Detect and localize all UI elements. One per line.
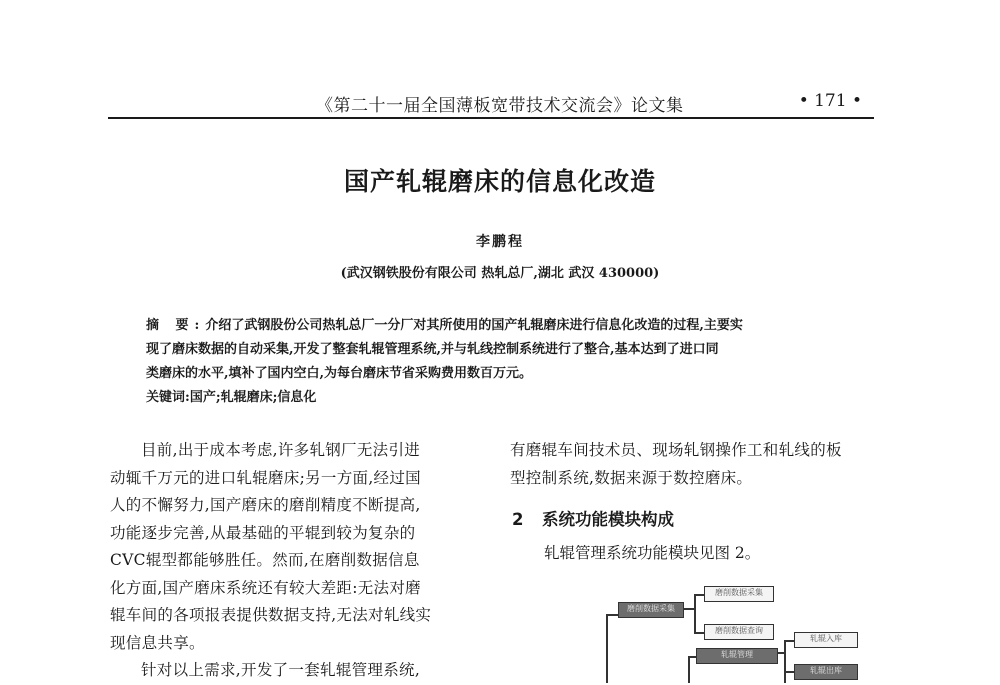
section-title: 系统功能模块构成 [542, 510, 674, 529]
running-header [108, 88, 874, 116]
body-line: 有磨辊车间技术员、现场轧钢操作工和轧线的板 [510, 441, 842, 459]
diagram-connector [684, 608, 694, 610]
diagram-connector [688, 656, 696, 658]
keywords [146, 386, 850, 410]
body-line: 现信息共享。 [110, 633, 205, 652]
diagram-box-branch: 磨削数据采集 [704, 586, 774, 602]
paper-title: 国产轧辊磨床的信息化改造 [343, 167, 656, 196]
diagram-connector [784, 640, 786, 683]
diagram-connector [694, 594, 704, 596]
figure-reference: 轧辊管理系统功能模块见图 2。 [544, 544, 761, 562]
journal-title: 《第二十一届全国薄板宽带技术交流会》论文集 [316, 96, 684, 116]
author: 李鹏程 [476, 234, 524, 250]
body-line: CVC辊型都能够胜任。然而,在磨削数据信息 [110, 551, 420, 569]
section-number: 2 [512, 510, 524, 529]
page-number: • 171 • [798, 91, 862, 111]
body-line: 人的不懈努力,国产磨床的磨削精度不断提高, [110, 496, 421, 514]
header-rule [108, 117, 874, 119]
section-heading [512, 506, 674, 530]
right-column [510, 437, 880, 492]
diagram-connector [688, 656, 690, 683]
diagram-connector [606, 614, 618, 616]
abstract [146, 314, 850, 386]
body-line: 针对以上需求,开发了一套轧辊管理系统, [141, 661, 421, 679]
keywords-label: 关键词: [146, 390, 190, 405]
body-line: 目前,出于成本考虑,许多轧钢厂无法引进 [141, 441, 421, 459]
diagram-box-branch: 轧辊管理 [696, 648, 778, 664]
diagram-box-branch: 磨削数据查询 [704, 624, 774, 640]
affiliation: (武汉钢铁股份有限公司 热轧总厂,湖北 武汉 430000) [340, 266, 660, 281]
body-line: 型控制系统,数据来源于数控磨床。 [510, 468, 753, 487]
body-line: 动辄千万元的进口轧辊磨床;另一方面,经过国 [110, 468, 421, 487]
abstract-text: 介绍了武钢股份公司热轧总厂一分厂对其所使用的国产轧辊磨床进行信息化改造的过程,主要实 [205, 318, 743, 333]
diagram-box-root: 磨削数据采集 [618, 602, 684, 618]
body-line: 化方面,国产磨床系统还有较大差距:无法对磨 [110, 578, 421, 597]
diagram-connector [694, 632, 704, 634]
body-line: 辊车间的各项报表提供数据支持,无法对轧线实 [110, 606, 432, 624]
abstract-label: 摘 要: [146, 318, 206, 333]
diagram-connector [606, 614, 608, 683]
diagram-box-leaf: 轧辊出库 [794, 664, 858, 680]
abstract-line [146, 314, 850, 338]
abstract-line: 类磨床的水平,填补了国内空白,为每台磨床节省采购费用数百万元。 [146, 366, 533, 381]
left-column [110, 437, 490, 685]
function-module-diagram [598, 578, 878, 683]
diagram-connector [694, 594, 696, 634]
diagram-connector [784, 671, 794, 673]
abstract-line: 现了磨床数据的自动采集,开发了整套轧辊管理系统,并与轧线控制系统进行了整合,基本达到了进口同 [146, 342, 719, 357]
diagram-box-leaf: 轧辊入库 [794, 632, 858, 648]
diagram-connector [784, 640, 794, 642]
keywords-text: 国产;轧辊磨床;信息化 [189, 390, 317, 405]
body-line: 功能逐步完善,从最基础的平辊到较为复杂的 [110, 523, 416, 542]
